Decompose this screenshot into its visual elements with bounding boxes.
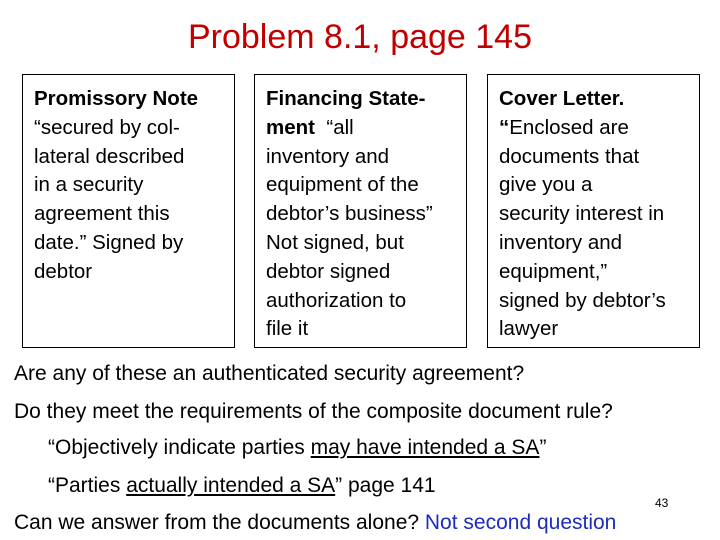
box-line: give you a <box>499 173 593 197</box>
box-heading-line-2 <box>266 114 460 143</box>
box-line: equipment,” <box>499 259 608 283</box>
box-line: debtor <box>34 259 93 283</box>
box-line-combined <box>499 114 693 143</box>
quote-text: ” <box>539 436 547 459</box>
box-line: date.” Signed by <box>34 230 184 254</box>
box-line: signed by debtor’s <box>499 288 666 312</box>
box-heading: Financing State- <box>266 87 426 110</box>
box-line: in a security <box>34 173 144 197</box>
box-line: lawyer <box>499 317 559 341</box>
underlined-text: may have intended a SA <box>310 436 540 459</box>
box-line: authorization to <box>266 288 407 312</box>
quote-text: ” page 141 <box>335 474 436 497</box>
box-line: “all <box>326 115 354 139</box>
box-line: inventory and <box>499 230 623 254</box>
question-authenticated: Are any of these an authenticated security agreement? <box>14 362 525 385</box>
box-line: documents that <box>499 144 640 168</box>
box-line: “ <box>499 115 510 139</box>
financing-statement-box <box>254 74 467 348</box>
box-line: file it <box>266 317 309 341</box>
box-line: Enclosed are <box>509 115 629 139</box>
quote-objectively-indicate <box>48 436 546 460</box>
quote-actually-intended <box>48 474 436 498</box>
box-line: security interest in <box>499 202 665 226</box>
box-line: inventory and <box>266 144 390 168</box>
box-line: debtor’s business” <box>266 202 433 226</box>
question-composite-rule: Do they meet the requirements of the composite document rule? <box>14 400 613 423</box>
page-number: 43 <box>655 496 669 510</box>
box-heading: ment <box>266 115 315 139</box>
box-line: agreement this <box>34 202 170 226</box>
cover-letter-box <box>487 74 700 348</box>
underlined-text: actually intended a SA <box>126 474 336 497</box>
box-line: debtor signed <box>266 259 391 283</box>
box-line: “secured by col- <box>34 115 180 139</box>
box-line: Not signed, but <box>266 230 404 254</box>
box-heading: Cover Letter. <box>499 87 625 110</box>
answer-text: Not second question <box>424 511 617 534</box>
box-line: equipment of the <box>266 173 419 197</box>
slide-title: Problem 8.1, page 145 <box>187 18 533 56</box>
question-documents-alone <box>14 511 616 535</box>
promissory-note-box <box>22 74 235 348</box>
box-heading: Promissory Note <box>34 87 199 110</box>
quote-text: “Parties <box>48 474 127 497</box>
question-text: Can we answer from the documents alone? <box>14 511 425 534</box>
box-line: lateral described <box>34 144 185 168</box>
quote-text: “Objectively indicate parties <box>48 436 311 459</box>
